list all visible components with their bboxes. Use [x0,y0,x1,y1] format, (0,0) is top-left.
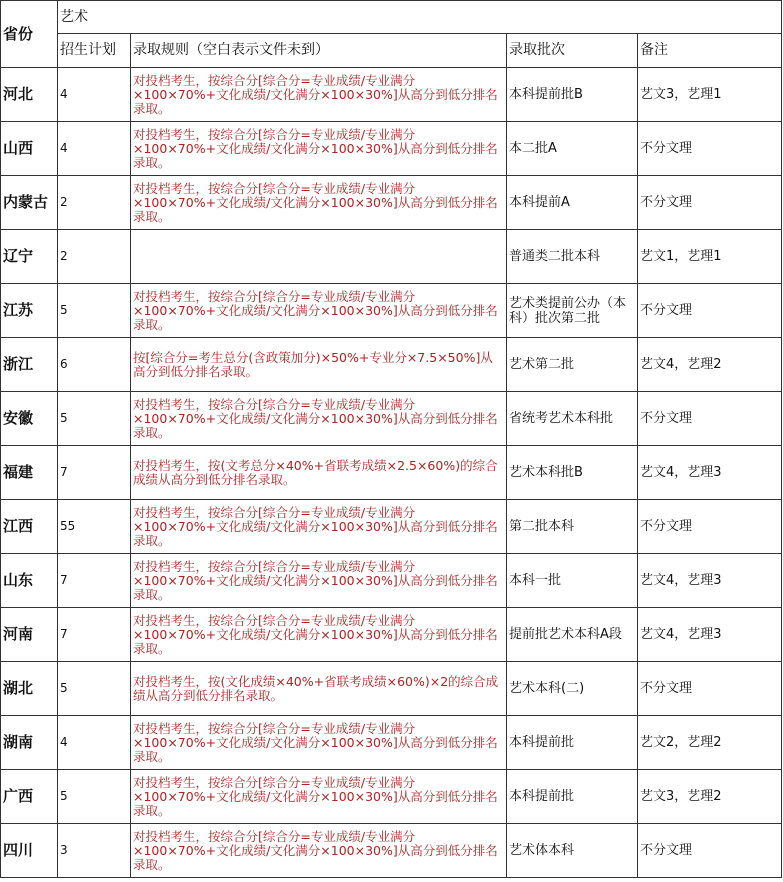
plan-cell: 7 [58,554,131,608]
plan-cell: 4 [58,716,131,770]
table-row [1,122,782,176]
table-row [1,446,782,500]
province-cell: 浙江 [1,338,58,392]
rule-cell: 对投档考生，按综合分[综合分=专业成绩/专业满分×100×70%+文化成绩/文化满分×100×30%]从高分到低分排名录取。 [131,554,507,608]
note-cell: 艺文4，艺理3 [638,608,782,662]
rule-cell: 对投档考生，按(文化成绩×40%+省联考成绩×60%)×2的综合成绩从高分到低分排名录取。 [131,662,507,716]
note-cell: 艺文4，艺理3 [638,554,782,608]
rule-cell [131,230,507,284]
batch-cell: 艺术本科批B [507,446,638,500]
plan-cell: 2 [58,230,131,284]
note-cell: 艺文4，艺理3 [638,446,782,500]
plan-cell: 7 [58,446,131,500]
note-cell: 不分文理 [638,284,782,338]
province-cell: 山西 [1,122,58,176]
table-row [1,554,782,608]
batch-cell: 艺术类提前公办（本科）批次第二批 [507,284,638,338]
batch-cell: 艺术本科(二) [507,662,638,716]
rule-cell: 对投档考生，按综合分[综合分=专业成绩/专业满分×100×70%+文化成绩/文化满分×100×30%]从高分到低分排名录取。 [131,770,507,824]
note-cell: 艺文1，艺理1 [638,230,782,284]
corner-watermark [600,822,783,882]
batch-cell: 本科一批 [507,554,638,608]
table-row [1,662,782,716]
province-cell: 湖南 [1,716,58,770]
header-batch: 录取批次 [507,34,638,68]
note-cell: 不分文理 [638,662,782,716]
plan-cell: 3 [58,824,131,878]
table-row [1,500,782,554]
note-cell: 艺文2，艺理2 [638,716,782,770]
table-row [1,392,782,446]
plan-cell: 5 [58,392,131,446]
note-cell: 艺文3，艺理2 [638,770,782,824]
batch-cell: 本二批A [507,122,638,176]
plan-cell: 5 [58,662,131,716]
rule-cell: 对投档考生，按综合分[综合分=专业成绩/专业满分×100×70%+文化成绩/文化满分×100×30%]从高分到低分排名录取。 [131,716,507,770]
header-province: 省份 [1,1,58,68]
batch-cell: 提前批艺术本科A段 [507,608,638,662]
batch-cell: 本科提前批 [507,716,638,770]
table-row [1,716,782,770]
plan-cell: 2 [58,176,131,230]
batch-cell: 省统考艺术本科批 [507,392,638,446]
batch-cell: 本科提前A [507,176,638,230]
plan-cell: 5 [58,284,131,338]
table-row [1,68,782,122]
province-cell: 河南 [1,608,58,662]
header-plan: 招生计划 [58,34,131,68]
batch-cell: 艺术体本科 [507,824,638,878]
province-cell: 四川 [1,824,58,878]
header-note: 备注 [638,34,782,68]
note-cell: 不分文理 [638,176,782,230]
header-group: 艺术 [58,1,782,34]
rule-cell: 对投档考生，按综合分[综合分=专业成绩/专业满分×100×70%+文化成绩/文化满分×100×30%]从高分到低分排名录取。 [131,824,507,878]
rule-cell: 对投档考生，按综合分[综合分=专业成绩/专业满分×100×70%+文化成绩/文化满分×100×30%]从高分到低分排名录取。 [131,392,507,446]
rule-cell: 对投档考生，按综合分[综合分=专业成绩/专业满分×100×70%+文化成绩/文化满分×100×30%]从高分到低分排名录取。 [131,176,507,230]
province-cell: 广西 [1,770,58,824]
batch-cell: 普通类二批本科 [507,230,638,284]
batch-cell: 本科提前批B [507,68,638,122]
plan-cell: 4 [58,122,131,176]
province-cell: 辽宁 [1,230,58,284]
note-cell: 不分文理 [638,122,782,176]
rule-cell: 对投档考生，按(文考总分×40%+省联考成绩×2.5×60%)的综合成绩从高分到低分排名录取。 [131,446,507,500]
rule-cell: 对投档考生，按综合分[综合分=专业成绩/专业满分×100×70%+文化成绩/文化满分×100×30%]从高分到低分排名录取。 [131,608,507,662]
rule-cell: 对投档考生，按综合分[综合分=专业成绩/专业满分×100×70%+文化成绩/文化满分×100×30%]从高分到低分排名录取。 [131,500,507,554]
note-cell: 不分文理 [638,500,782,554]
note-cell: 艺文4，艺理2 [638,338,782,392]
province-cell: 河北 [1,68,58,122]
note-cell: 不分文理 [638,824,782,878]
table-row [1,176,782,230]
table-row [1,770,782,824]
province-cell: 江苏 [1,284,58,338]
header-rule: 录取规则（空白表示文件未到） [131,34,507,68]
table-row [1,284,782,338]
rule-cell: 对投档考生，按综合分[综合分=专业成绩/专业满分×100×70%+文化成绩/文化满分×100×30%]从高分到低分排名录取。 [131,122,507,176]
batch-cell: 艺术第二批 [507,338,638,392]
note-cell: 艺文3，艺理1 [638,68,782,122]
province-cell: 江西 [1,500,58,554]
table-row [1,230,782,284]
batch-cell: 第二批本科 [507,500,638,554]
rule-cell: 按[综合分=考生总分(含政策加分)×50%+专业分×7.5×50%]从高分到低分排名录取。 [131,338,507,392]
table-row [1,338,782,392]
rule-cell: 对投档考生，按综合分[综合分=专业成绩/专业满分×100×70%+文化成绩/文化满分×100×30%]从高分到低分排名录取。 [131,284,507,338]
province-cell: 内蒙古 [1,176,58,230]
plan-cell: 6 [58,338,131,392]
province-cell: 福建 [1,446,58,500]
plan-cell: 55 [58,500,131,554]
table-row [1,608,782,662]
note-cell: 不分文理 [638,392,782,446]
rule-cell: 对投档考生，按综合分[综合分=专业成绩/专业满分×100×70%+文化成绩/文化满分×100×30%]从高分到低分排名录取。 [131,68,507,122]
table-body [1,68,782,878]
plan-cell: 7 [58,608,131,662]
plan-cell: 4 [58,68,131,122]
batch-cell: 本科提前批 [507,770,638,824]
province-cell: 山东 [1,554,58,608]
province-cell: 安徽 [1,392,58,446]
province-cell: 湖北 [1,662,58,716]
plan-cell: 5 [58,770,131,824]
